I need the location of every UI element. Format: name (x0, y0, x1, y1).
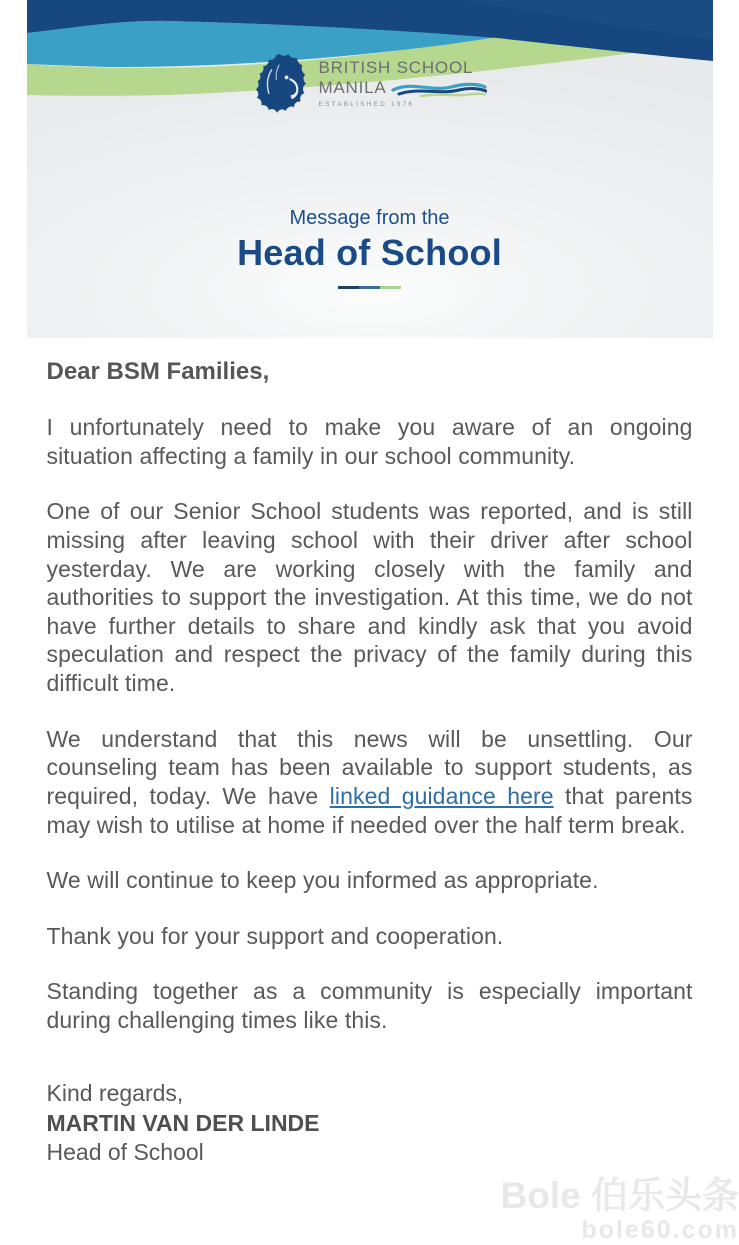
logo-school-name-line2: MANILA (318, 78, 387, 97)
watermark-line1: Bole 伯乐头条 (500, 1175, 739, 1217)
letter-body (27, 338, 713, 1168)
signature-title: Head of School (46, 1139, 204, 1166)
guidance-link[interactable]: linked guidance here (329, 782, 554, 809)
school-logo (27, 52, 713, 114)
logo-text (318, 58, 486, 108)
watermark-line2: bole60.com (581, 1216, 739, 1244)
signature-block (47, 1079, 693, 1169)
banner-heading (27, 207, 713, 289)
paragraph-6: Standing together as a community is especially important during challenging times like this. (46, 978, 693, 1033)
logo-wave-icon (391, 79, 487, 97)
signature-name: MARTIN VAN DER LINDE (46, 1109, 320, 1136)
email-container (27, 0, 713, 1168)
page-title: Head of School (237, 232, 502, 273)
paragraph-3-text-before: We understand that this news will be unsettling. Our counseling team has been available to support students, as required, today. We have (46, 725, 693, 809)
logo-school-name-line1: BRITISH SCHOOL (318, 57, 474, 77)
paragraph-1: I unfortunately need to make you aware of an ongoing situation affecting a family in our school community. (46, 414, 693, 469)
lion-icon (252, 52, 308, 114)
closing: Kind regards, (46, 1079, 184, 1106)
paragraph-3 (47, 725, 693, 840)
paragraph-5: Thank you for your support and cooperation. (46, 922, 504, 949)
paragraph-2: One of our Senior School students was reported, and is still missing after leaving school with their driver after school yesterday. We are working closely with the family and authorities to support the investigation. At this time, we do not have further details to share and kindly ask that you avoid speculation and respect the privacy of the family during this difficult time. (46, 498, 693, 696)
logo-established-text: ESTABLISHED 1976 (318, 101, 415, 109)
message-kicker: Message from the (289, 207, 450, 229)
tricolor-divider (27, 286, 713, 289)
salutation: Dear BSM Families, (46, 358, 270, 385)
header-banner (27, 0, 713, 338)
watermark (501, 1177, 739, 1245)
paragraph-3-text-after: that parents may wish to utilise at home if needed over the half term break. (46, 782, 693, 838)
paragraph-4: We will continue to keep you informed as appropriate. (46, 867, 599, 894)
